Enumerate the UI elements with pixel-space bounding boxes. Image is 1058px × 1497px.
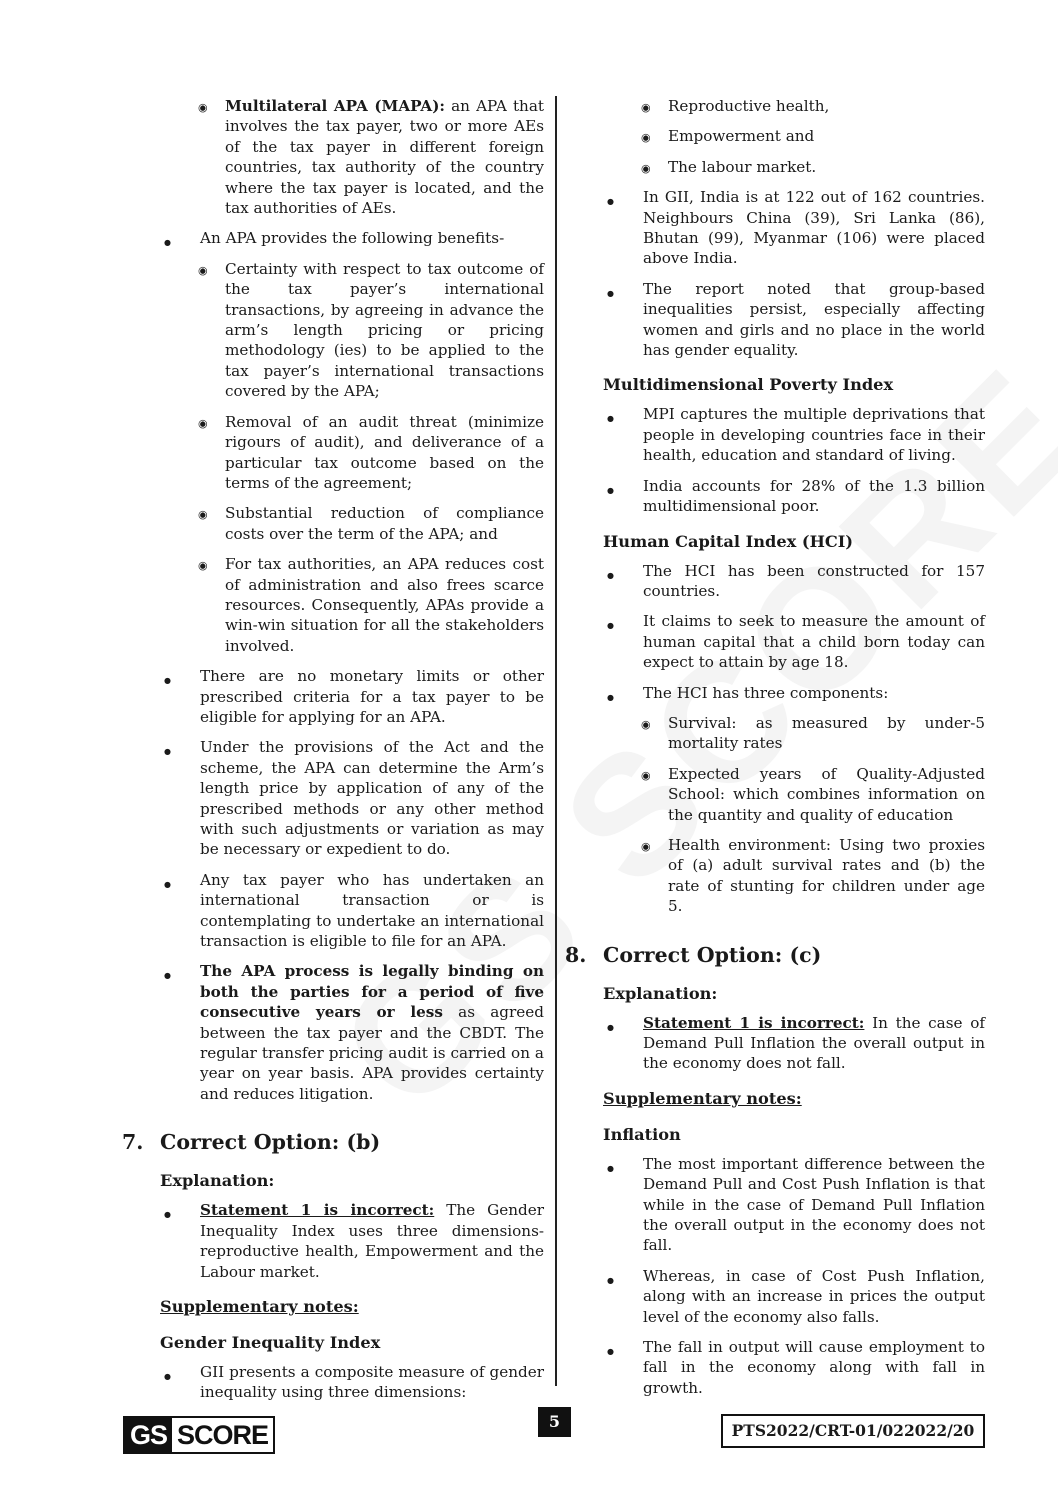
question-8-number: 8.: [565, 942, 587, 967]
benefit-item: ◉ Substantial reduction of compliance costs over the term of the APA; and: [160, 503, 544, 544]
bullet-no-limits: ● There are no monetary limits or other prescribed criteria for a tax payer to be eligible for applying for an APA.: [160, 666, 544, 727]
gii-dimension: ◉ Reproductive health,: [603, 96, 985, 116]
page-number: 5: [538, 1407, 571, 1437]
gii-group: ● The report noted that group-based inequalities persist, especially affecting women and girls and no place in the world has gender equality.: [603, 279, 985, 361]
column-divider: [555, 96, 557, 1386]
mapa-label: Multilateral APA (MAPA):: [225, 97, 446, 115]
mapa-text: an APA that involves the tax payer, two or more AEs of the tax payer in different foreign countries, tax authority of the country where the tax payer is located, and the tax authorities of AEs.: [225, 97, 544, 218]
inflation-item: ● The most important difference between the Demand Pull and Cost Push Inflation is that while in the case of Demand Pull Inflation the overall output in the economy does not fall.: [603, 1154, 985, 1256]
q8-statement-text: In the case of Demand Pull Inflation the overall output in the economy does not fall.: [643, 1013, 985, 1073]
gii-rank: ● In GII, India is at 122 out of 162 countries. Neighbours China (39), Sri Lanka (86), Bhutan (99), Myanmar (106) were placed above India.: [603, 187, 985, 269]
question-7-number: 7.: [122, 1130, 144, 1155]
gs-score-logo: [123, 1416, 275, 1454]
logo-gs: GS: [125, 1418, 172, 1452]
question-7-heading: [122, 1128, 544, 1156]
inflation-heading: Inflation: [603, 1124, 681, 1144]
question-8-heading: [565, 941, 985, 969]
hci-component: ◉ Survival: as measured by under-5 mortality rates: [603, 713, 985, 754]
q8-statement: [603, 1013, 985, 1074]
inflation-item: ● Whereas, in case of Cost Push Inflation, along with an increase in prices the output level of the economy also falls.: [603, 1266, 985, 1327]
gii-bullet: ● GII presents a composite measure of gender inequality using three dimensions:: [160, 1362, 544, 1403]
bullet-any-taxpayer: ● Any tax payer who has undertaken an international transaction or is contemplating to undertake an international transaction is eligible to file for an APA.: [160, 870, 544, 952]
right-column: [565, 96, 985, 1408]
benefit-item: ◉ Certainty with respect to tax outcome of the tax payer’s international transactions, by agreeing in advance the arm’s length pricing or pricing methodology (ies) to be applied to the tax payer’s international transactions covered by the APA;: [160, 259, 544, 402]
hci-item: ● The HCI has been constructed for 157 countries.: [603, 561, 985, 602]
benefit-item: ◉ For tax authorities, an APA reduces cost of administration and also frees scarce resources. Consequently, APAs provide a win-win situation for all the stakeholders involved.: [160, 554, 544, 656]
left-column: [122, 96, 544, 1413]
q8-supplementary-heading: Supplementary notes:: [603, 1088, 802, 1108]
mpi-item: ● India accounts for 28% of the 1.3 billion multidimensional poor.: [603, 476, 985, 517]
gii-heading: Gender Inequality Index: [160, 1332, 381, 1352]
hci-item: ● The HCI has three components:: [603, 683, 985, 703]
inflation-item: ● The fall in output will cause employment to fall in the economy along with fall in growth.: [603, 1337, 985, 1398]
q7-statement-text: The Gender Inequality Index uses three dimensions- reproductive health, Empowerment and the Labour market.: [200, 1201, 544, 1281]
mapa-item: [160, 96, 544, 218]
logo-score: SCORE: [177, 1420, 269, 1450]
benefit-item: ◉ Removal of an audit threat (minimize rigours of audit), and deliverance of a particular tax outcome based on the terms of the agreement;: [160, 412, 544, 494]
document-code: PTS2022/CRT-01/022022/20: [721, 1414, 985, 1448]
question-7-title: Correct Option: (b): [160, 1130, 381, 1155]
bullet-binding: [160, 961, 544, 1104]
mpi-item: ● MPI captures the multiple deprivations that people in developing countries face in their health, education and standard of living.: [603, 404, 985, 465]
hci-component: ◉ Health environment: Using two proxies of (a) adult survival rates and (b) the rate of stunting for children under age 5.: [603, 835, 985, 917]
q8-explanation-heading: Explanation:: [603, 983, 718, 1003]
bullet-provisions: ● Under the provisions of the Act and the scheme, the APA can determine the Arm’s length price by application of any of the prescribed methods or any other method with such adjustments or variation as may be necessary or expedient to do.: [160, 737, 544, 859]
hci-item: ● It claims to seek to measure the amount of human capital that a child born today can expect to attain by age 18.: [603, 611, 985, 672]
q7-statement: [160, 1200, 544, 1282]
q7-explanation-heading: Explanation:: [160, 1171, 275, 1191]
gii-dimension: ◉ The labour market.: [603, 157, 985, 177]
q7-statement-label: Statement 1 is incorrect:: [200, 1201, 435, 1220]
mpi-heading: Multidimensional Poverty Index: [603, 375, 894, 395]
question-8-title: Correct Option: (c): [603, 942, 822, 967]
binding-rest-text: as agreed between the tax payer and the CBDT. The regular transfer pricing audit is carried on a year on year basis. APA provides certainty and reduces litigation.: [200, 1003, 544, 1103]
hci-heading: Human Capital Index (HCI): [603, 531, 853, 551]
hci-component: ◉ Expected years of Quality-Adjusted School: which combines information on the quantity and quality of education: [603, 764, 985, 825]
binding-bold-text: The APA process is legally binding on both the parties for a period of five consecutive years or less: [200, 962, 544, 1022]
q7-supplementary-heading: Supplementary notes:: [160, 1296, 359, 1316]
q8-statement-label: Statement 1 is incorrect:: [643, 1013, 865, 1032]
benefits-intro: ● An APA provides the following benefits-: [160, 228, 544, 248]
gii-dimension: ◉ Empowerment and: [603, 126, 985, 146]
